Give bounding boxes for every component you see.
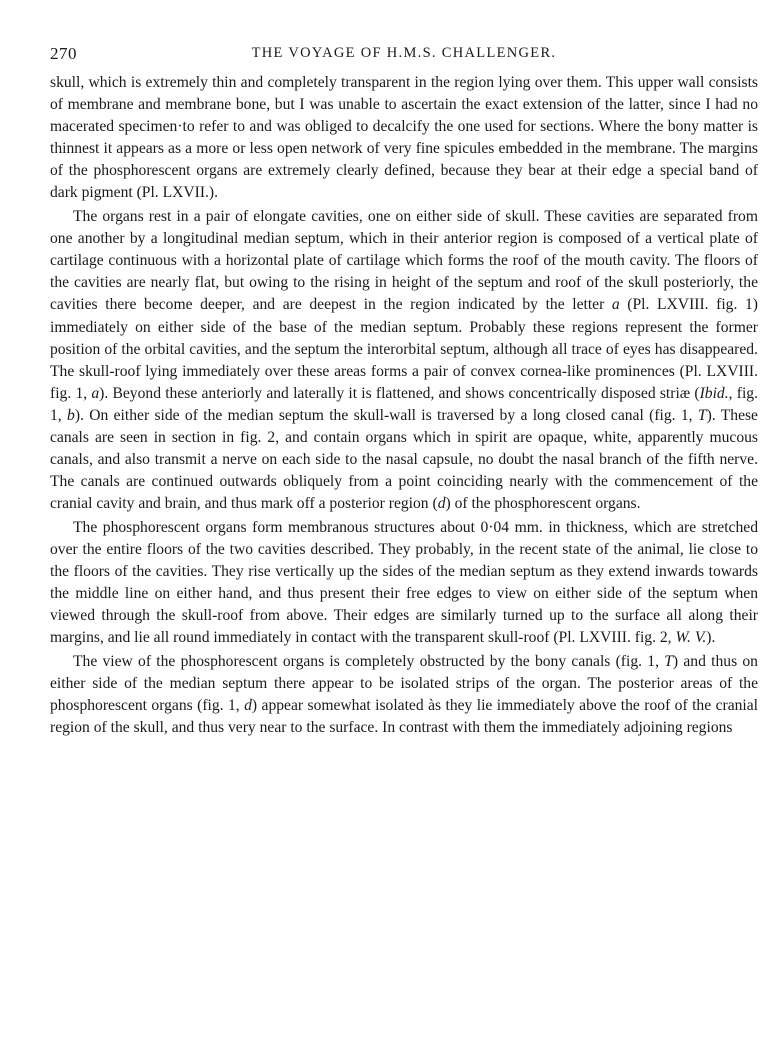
italic-letter: a bbox=[91, 384, 100, 402]
text-segment: ) and thus on either side of the median septum there appear to be isolated strips of the organ. The posterior areas of the phosphorescent organs (fig. 1, bbox=[50, 653, 758, 715]
text-segment: ). bbox=[706, 629, 716, 647]
italic-letter: a bbox=[611, 296, 620, 314]
text-segment: The view of the phosphorescent organs is completely obstructed by the bony canals (fig. 1, bbox=[73, 653, 665, 671]
italic-letter: d bbox=[244, 697, 252, 715]
text-segment: ) appear somewhat isolated às they lie immediately above the roof of the cranial region of the skull, and thus very near to the surface. In contrast with them the immediately adjoining regions bbox=[50, 697, 758, 737]
text-segment: skull, which is extremely thin and completely transparent in the region lying over them. This upper wall consists of membrane and membrane bone, but I was unable to ascertain the exact extension of the latter, since I had no macerated specimen·to refer to and was obliged to decalcify the one used for sections. Where the bony matter is thinnest it appears as a more or less open network of very fine spicules embedded in the membrane. The margins of the phosphorescent organs are extremely clearly defined, because they bear at their edge a special band of dark pigment (Pl. LXVII.). bbox=[50, 74, 758, 202]
text-segment: ) of the phosphorescent organs. bbox=[445, 494, 641, 512]
italic-letter: b bbox=[67, 406, 75, 424]
book-page bbox=[50, 40, 758, 739]
page-number: 270 bbox=[50, 44, 77, 63]
italic-letter: T bbox=[697, 406, 707, 424]
running-title: THE VOYAGE OF H.M.S. CHALLENGER. bbox=[251, 45, 557, 61]
text-segment: The phosphorescent organs form membranous structures about 0·04 mm. in thickness, which are stretched over the entire floors of the two cavities described. They probably, in the recent state of the animal, lie close to the floors of the cavities. They rise vertically up the sides of the median septum as they extend inwards towards the middle line on either hand, and thus present their free edges to view on either side of the septum when viewed through the skull-roof from above. Their edges are similarly turned up to the surface all along their margins, and lie all round immediately in contact with the transparent skull-roof (Pl. LXVIII. fig. 2, bbox=[50, 518, 758, 647]
italic-letter: W. V. bbox=[675, 629, 707, 647]
italic-letter: T bbox=[664, 653, 673, 671]
text-segment: The organs rest in a pair of elongate cavities, one on either side of skull. These cavities are separated from one another by a longitudinal median septum, which in their anterior region is composed of a vertical plate of cartilage continuous with a horizontal plate of cartilage which forms the roof of the mouth cavity. The floors of the cavities are nearly flat, but owing to the rising in height of the septum and roof of the skull posteriorly, the cavities there become deeper, and are deepest in the region indicated by the letter bbox=[50, 208, 758, 314]
text-segment: ). Beyond these anteriorly and laterally it is flattened, and shows concentrically disposed striæ ( bbox=[99, 384, 700, 402]
paragraph-membranous-structures bbox=[50, 517, 758, 649]
italic-letter: d bbox=[437, 494, 446, 512]
paragraph-cavities bbox=[50, 206, 758, 515]
paragraph-continued bbox=[50, 72, 758, 204]
text-segment: ). These canals are seen in section in fig. 2, and contain organs which in spirit are opaque, white, apparently mucous canals, and also transmit a nerve on each side to the nasal capsule, no doubt the nasal branch of the fifth nerve. The canals are continued outwards obliquely from a point coinciding nearly with the commencement of the cranial cavity and brain, and thus mark off a posterior region ( bbox=[50, 406, 758, 512]
text-segment: ). On either side of the median septum the skull-wall is traversed by a long closed canal (fig. 1, bbox=[74, 406, 698, 424]
body-text bbox=[50, 72, 758, 739]
italic-reference: Ibid. bbox=[699, 384, 729, 402]
page-header bbox=[50, 40, 758, 66]
paragraph-view-obstructed bbox=[50, 651, 758, 739]
text-segment: , fig. 1, bbox=[50, 384, 758, 424]
text-segment: (Pl. LXVIII. fig. 1) immediately on either side of the base of the median septum. Probably these regions represent the former position of the orbital cavities, and the septum the interorbital septum, although all trace of eyes has disappeared. The skull-roof lying immediately over these areas forms a pair of convex cornea-like prominences (Pl. LXVIII. fig. 1, bbox=[50, 296, 758, 402]
